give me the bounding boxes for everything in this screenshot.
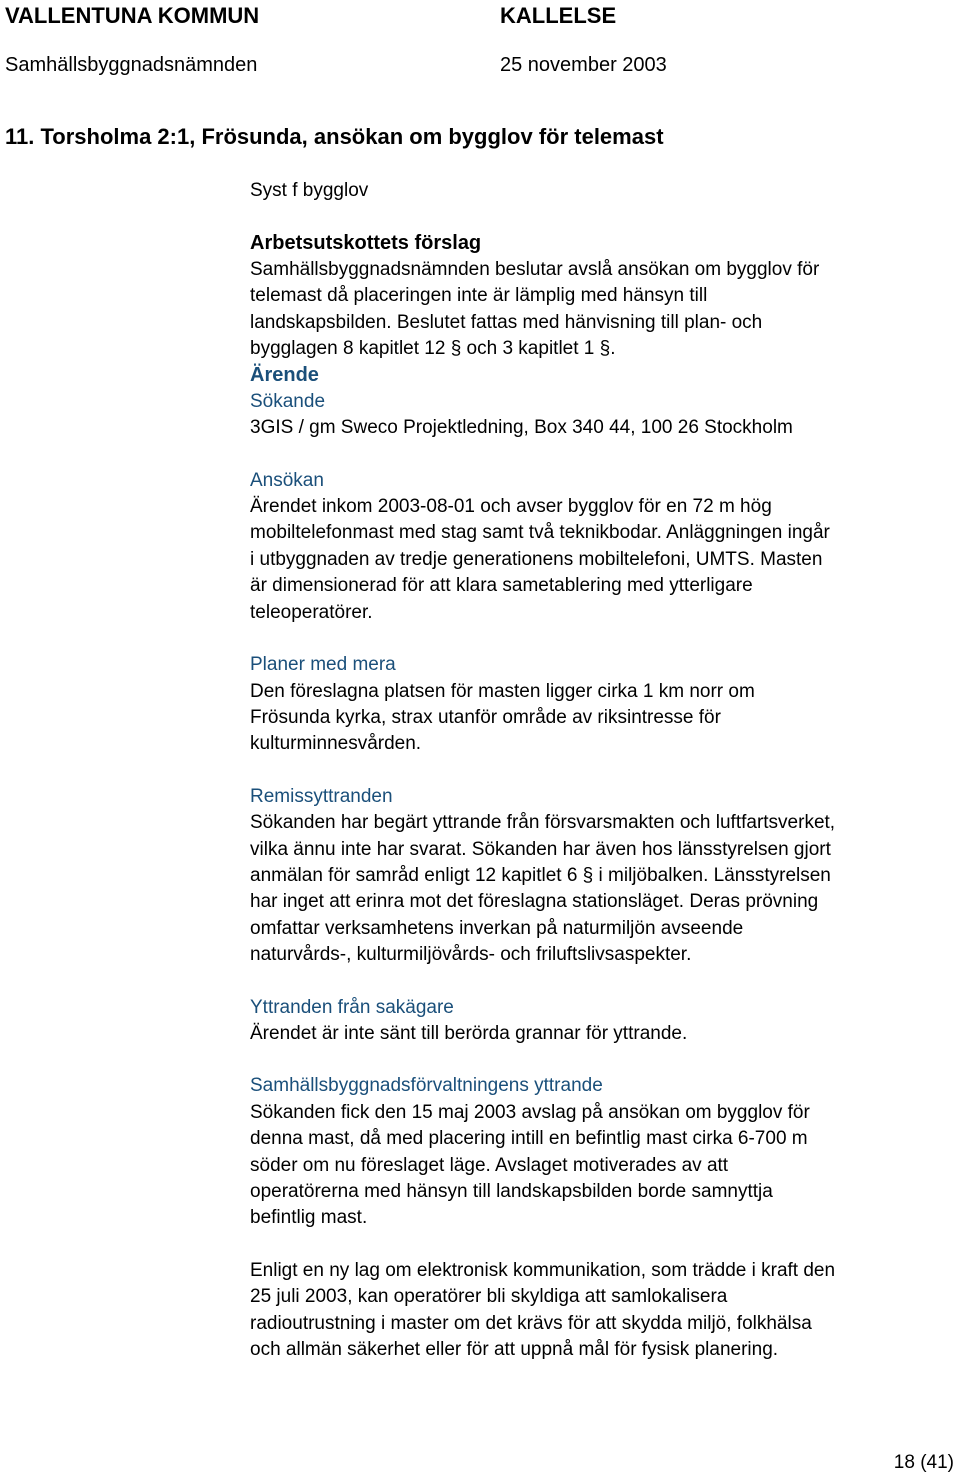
consultation-line: Sökanden har begärt yttrande från försvarsmakten och luftfartsverket, bbox=[250, 812, 836, 834]
administration-text bbox=[250, 1100, 955, 1232]
plans-text bbox=[250, 679, 955, 758]
administration-line: radioutrustning i master om det krävs för att skydda miljö, folkhälsa bbox=[250, 1312, 812, 1334]
administration-line: och allmän säkerhet eller för att uppnå mål för fysisk planering. bbox=[250, 1339, 779, 1361]
consultation-line: vilka ännu inte har svarat. Sökanden har även hos länsstyrelsen gjort bbox=[250, 838, 831, 860]
application-label: Ansökan bbox=[250, 469, 324, 491]
page-number: 18 (41) bbox=[893, 1452, 954, 1473]
proposal-line: telemast då placeringen inte är lämplig med hänsyn till bbox=[250, 285, 708, 307]
proposal-text bbox=[250, 257, 955, 363]
administration-line: denna mast, då med placering intill en befintlig mast cirka 6-700 m bbox=[250, 1128, 808, 1150]
neighbours-label: Yttranden från sakägare bbox=[250, 996, 454, 1018]
consultation-line: omfattar verksamhetens inverkan på naturmiljön avseende bbox=[250, 917, 744, 939]
application-line: Ärendet inkom 2003-08-01 och avser bygglov för en 72 m hög bbox=[250, 496, 772, 518]
plans-line: Frösunda kyrka, strax utanför område av riksintresse för bbox=[250, 706, 721, 728]
administration-text-2 bbox=[250, 1258, 955, 1364]
document-body bbox=[250, 178, 955, 1363]
administration-line: befintlig mast. bbox=[250, 1207, 368, 1229]
neighbours-text bbox=[250, 1021, 955, 1047]
administration-line: operatörerna med hänsyn till landskapsbilden borde samnyttja bbox=[250, 1181, 773, 1202]
administration-line: Enligt en ny lag om elektronisk kommunikation, som trädde i kraft den bbox=[250, 1259, 836, 1281]
consultation-label: Remissyttranden bbox=[250, 785, 393, 807]
application-line: i utbyggnaden av tredje generationens mobiltelefoni, UMTS. Masten bbox=[250, 548, 823, 570]
committee-name: Samhällsbyggnadsnämnden bbox=[5, 54, 258, 76]
proposal-heading: Arbetsutskottets förslag bbox=[250, 232, 482, 255]
applicant-line: 3GIS / gm Sweco Projektledning, Box 340 44, 100 26 Stockholm bbox=[250, 417, 793, 439]
proposal-line: bygglagen 8 kapitlet 12 § och 3 kapitlet 1 §. bbox=[250, 338, 616, 360]
agenda-item-title: 11. Torsholma 2:1, Frösunda, ansökan om bygglov för telemast bbox=[5, 124, 664, 149]
neighbours-line: Ärendet är inte sänt till berörda grannar för yttrande. bbox=[250, 1022, 688, 1044]
plans-line: kulturminnesvården. bbox=[250, 733, 422, 755]
application-line: mobiltelefonmast med stag samt två teknikbodar. Anläggningen ingår bbox=[250, 522, 830, 544]
meeting-date: 25 november 2003 bbox=[500, 54, 667, 76]
consultation-line: anmälan för samråd enligt 12 kapitlet 6 § i miljöbalken. Länsstyrelsen bbox=[250, 864, 831, 886]
proposal-line: landskapsbilden. Beslutet fattas med hänvisning till plan- och bbox=[250, 311, 763, 333]
administration-line: 25 juli 2003, kan operatörer bli skyldiga att samlokalisera bbox=[250, 1286, 728, 1308]
plans-label: Planer med mera bbox=[250, 654, 396, 676]
application-line: teleoperatörer. bbox=[250, 601, 373, 623]
proposal-line: Samhällsbyggnadsnämnden beslutar avslå ansökan om bygglov för bbox=[250, 258, 820, 280]
consultation-text bbox=[250, 810, 955, 968]
applicant-label: Sökande bbox=[250, 390, 326, 412]
plans-line: Den föreslagna platsen för masten ligger cirka 1 km norr om bbox=[250, 680, 755, 702]
document-type: KALLELSE bbox=[500, 3, 617, 28]
administration-line: Sökanden fick den 15 maj 2003 avslag på ansökan om bygglov för bbox=[250, 1101, 810, 1123]
application-text bbox=[250, 494, 955, 626]
applicant-text bbox=[250, 415, 955, 441]
application-line: är dimensionerad för att klara sametablering med ytterligare bbox=[250, 575, 753, 597]
case-heading: Ärende bbox=[250, 364, 319, 387]
administration-line: söder om nu föreslaget läge. Avslaget motiverades av att bbox=[250, 1154, 729, 1176]
reference-line: Syst f bygglov bbox=[250, 180, 369, 201]
consultation-line: har inget att erinra mot det föreslagna stationsläget. Deras prövning bbox=[250, 891, 819, 913]
org-name: VALLENTUNA KOMMUN bbox=[5, 3, 260, 28]
consultation-line: naturvårds-, kulturmiljövårds- och friluftslivsaspekter. bbox=[250, 944, 692, 966]
administration-label: Samhällsbyggnadsförvaltningens yttrande bbox=[250, 1075, 603, 1097]
